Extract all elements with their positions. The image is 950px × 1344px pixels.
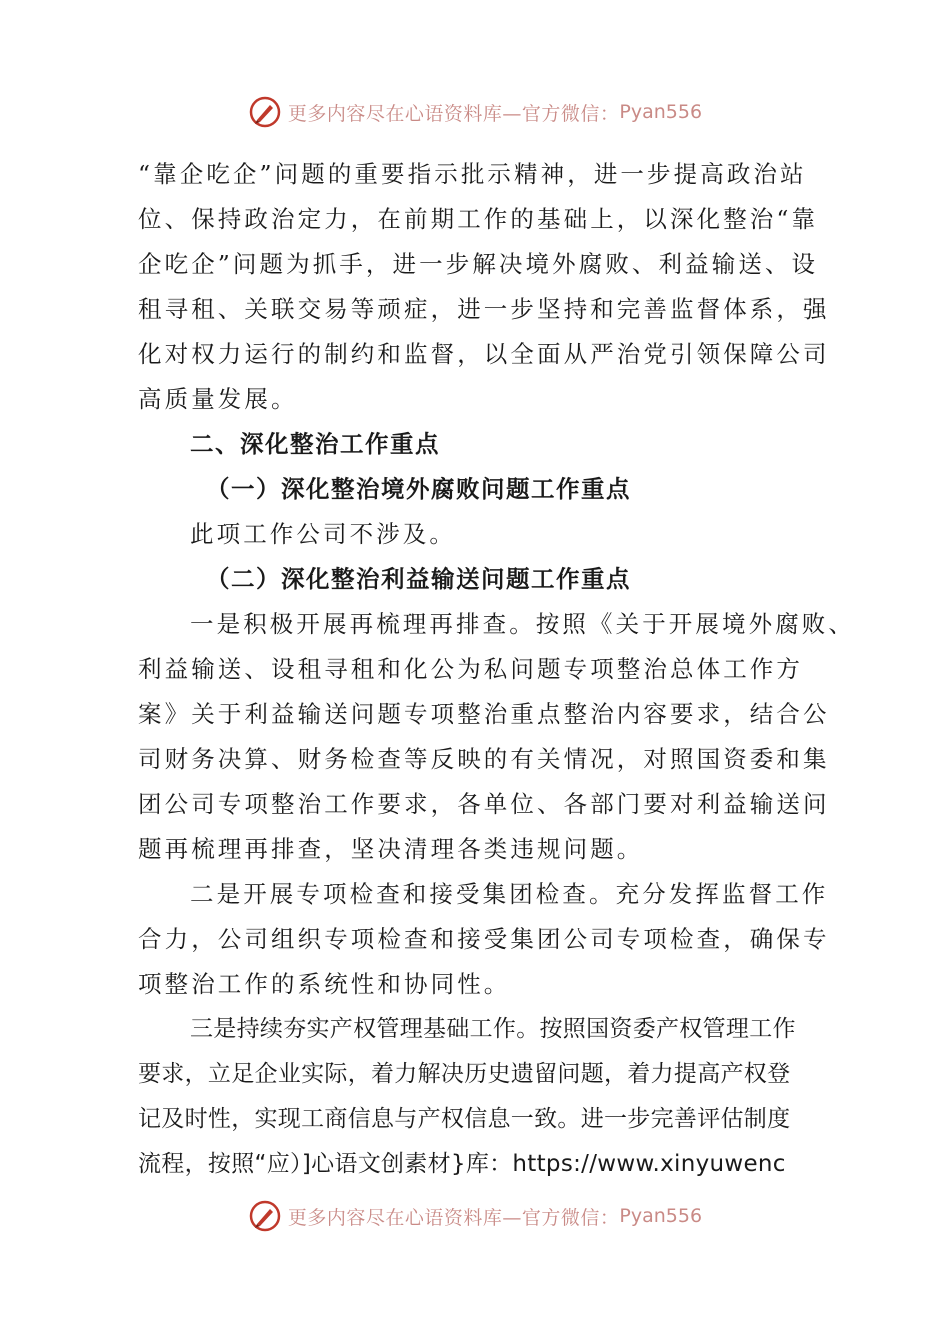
paragraph-line: 企吃企”问题为抓手，进一步解决境外腐败、利益输送、设 — [138, 250, 819, 278]
paragraph-line: 一是积极开展再梳理再排查。按照《关于开展境外腐败、 — [190, 610, 855, 638]
footer-watermark-banner — [0, 1196, 950, 1236]
paragraph-line: 记及时性，实现工商信息与产权信息一致。进一步完善评估制度 — [138, 1106, 791, 1132]
paragraph-line: 此项工作公司不涉及。 — [190, 520, 456, 548]
paragraph-line: 合力，公司组织专项检查和接受集团公司专项检查，确保专 — [138, 925, 830, 953]
paragraph-line: 团公司专项整治工作要求，各单位、各部门要对利益输送问 — [138, 790, 830, 818]
paragraph-line: 要求，立足企业实际，着力解决历史遗留问题，着力提高产权登 — [138, 1061, 791, 1087]
document-body — [138, 152, 855, 1187]
paragraph-line: 三是持续夯实产权管理基础工作。按照国资委产权管理工作 — [190, 1016, 796, 1042]
paragraph-line: 位、保持政治定力，在前期工作的基础上，以深化整治“靠 — [138, 205, 819, 233]
header-watermark-banner — [0, 92, 950, 132]
header-banner-text: 更多内容尽在心语资料库—官方微信： — [287, 102, 620, 125]
section-heading: 二、深化整治工作重点 — [190, 430, 440, 458]
pen-logo-icon — [248, 1199, 282, 1233]
paragraph-line: 司财务决算、财务检查等反映的有关情况，对照国资委和集 — [138, 745, 830, 773]
subsection-heading-2: （二）深化整治利益输送问题工作重点 — [206, 565, 631, 593]
paragraph-line: 项整治工作的系统性和协同性。 — [138, 970, 511, 998]
paragraph-line: 利益输送、设租寻租和化公为私问题专项整治总体工作方 — [138, 655, 803, 683]
paragraph-line: 流程，按照“应）]心语文创素材}库：https://www.xinyuwenc — [138, 1151, 786, 1177]
paragraph-line: 二是开展专项检查和接受集团检查。充分发挥监督工作 — [190, 880, 829, 908]
paragraph-line: “靠企吃企”问题的重要指示批示精神，进一步提高政治站 — [138, 160, 807, 188]
subsection-heading-1: （一）深化整治境外腐败问题工作重点 — [206, 475, 631, 503]
paragraph-line: 化对权力运行的制约和监督，以全面从严治党引领保障公司 — [138, 340, 830, 368]
paragraph-line: 题再梳理再排查，坚决清理各类违规问题。 — [138, 835, 644, 863]
header-banner-contact: Pyan556 — [619, 101, 703, 123]
footer-banner-contact: Pyan556 — [619, 1205, 703, 1227]
paragraph-line: 高质量发展。 — [138, 385, 298, 413]
pen-logo-icon — [248, 95, 282, 129]
footer-banner-text: 更多内容尽在心语资料库—官方微信： — [287, 1206, 620, 1229]
paragraph-line: 案》关于利益输送问题专项整治重点整治内容要求，结合公 — [138, 700, 830, 728]
paragraph-line: 租寻租、关联交易等顽症，进一步坚持和完善监督体系，强 — [138, 295, 830, 323]
